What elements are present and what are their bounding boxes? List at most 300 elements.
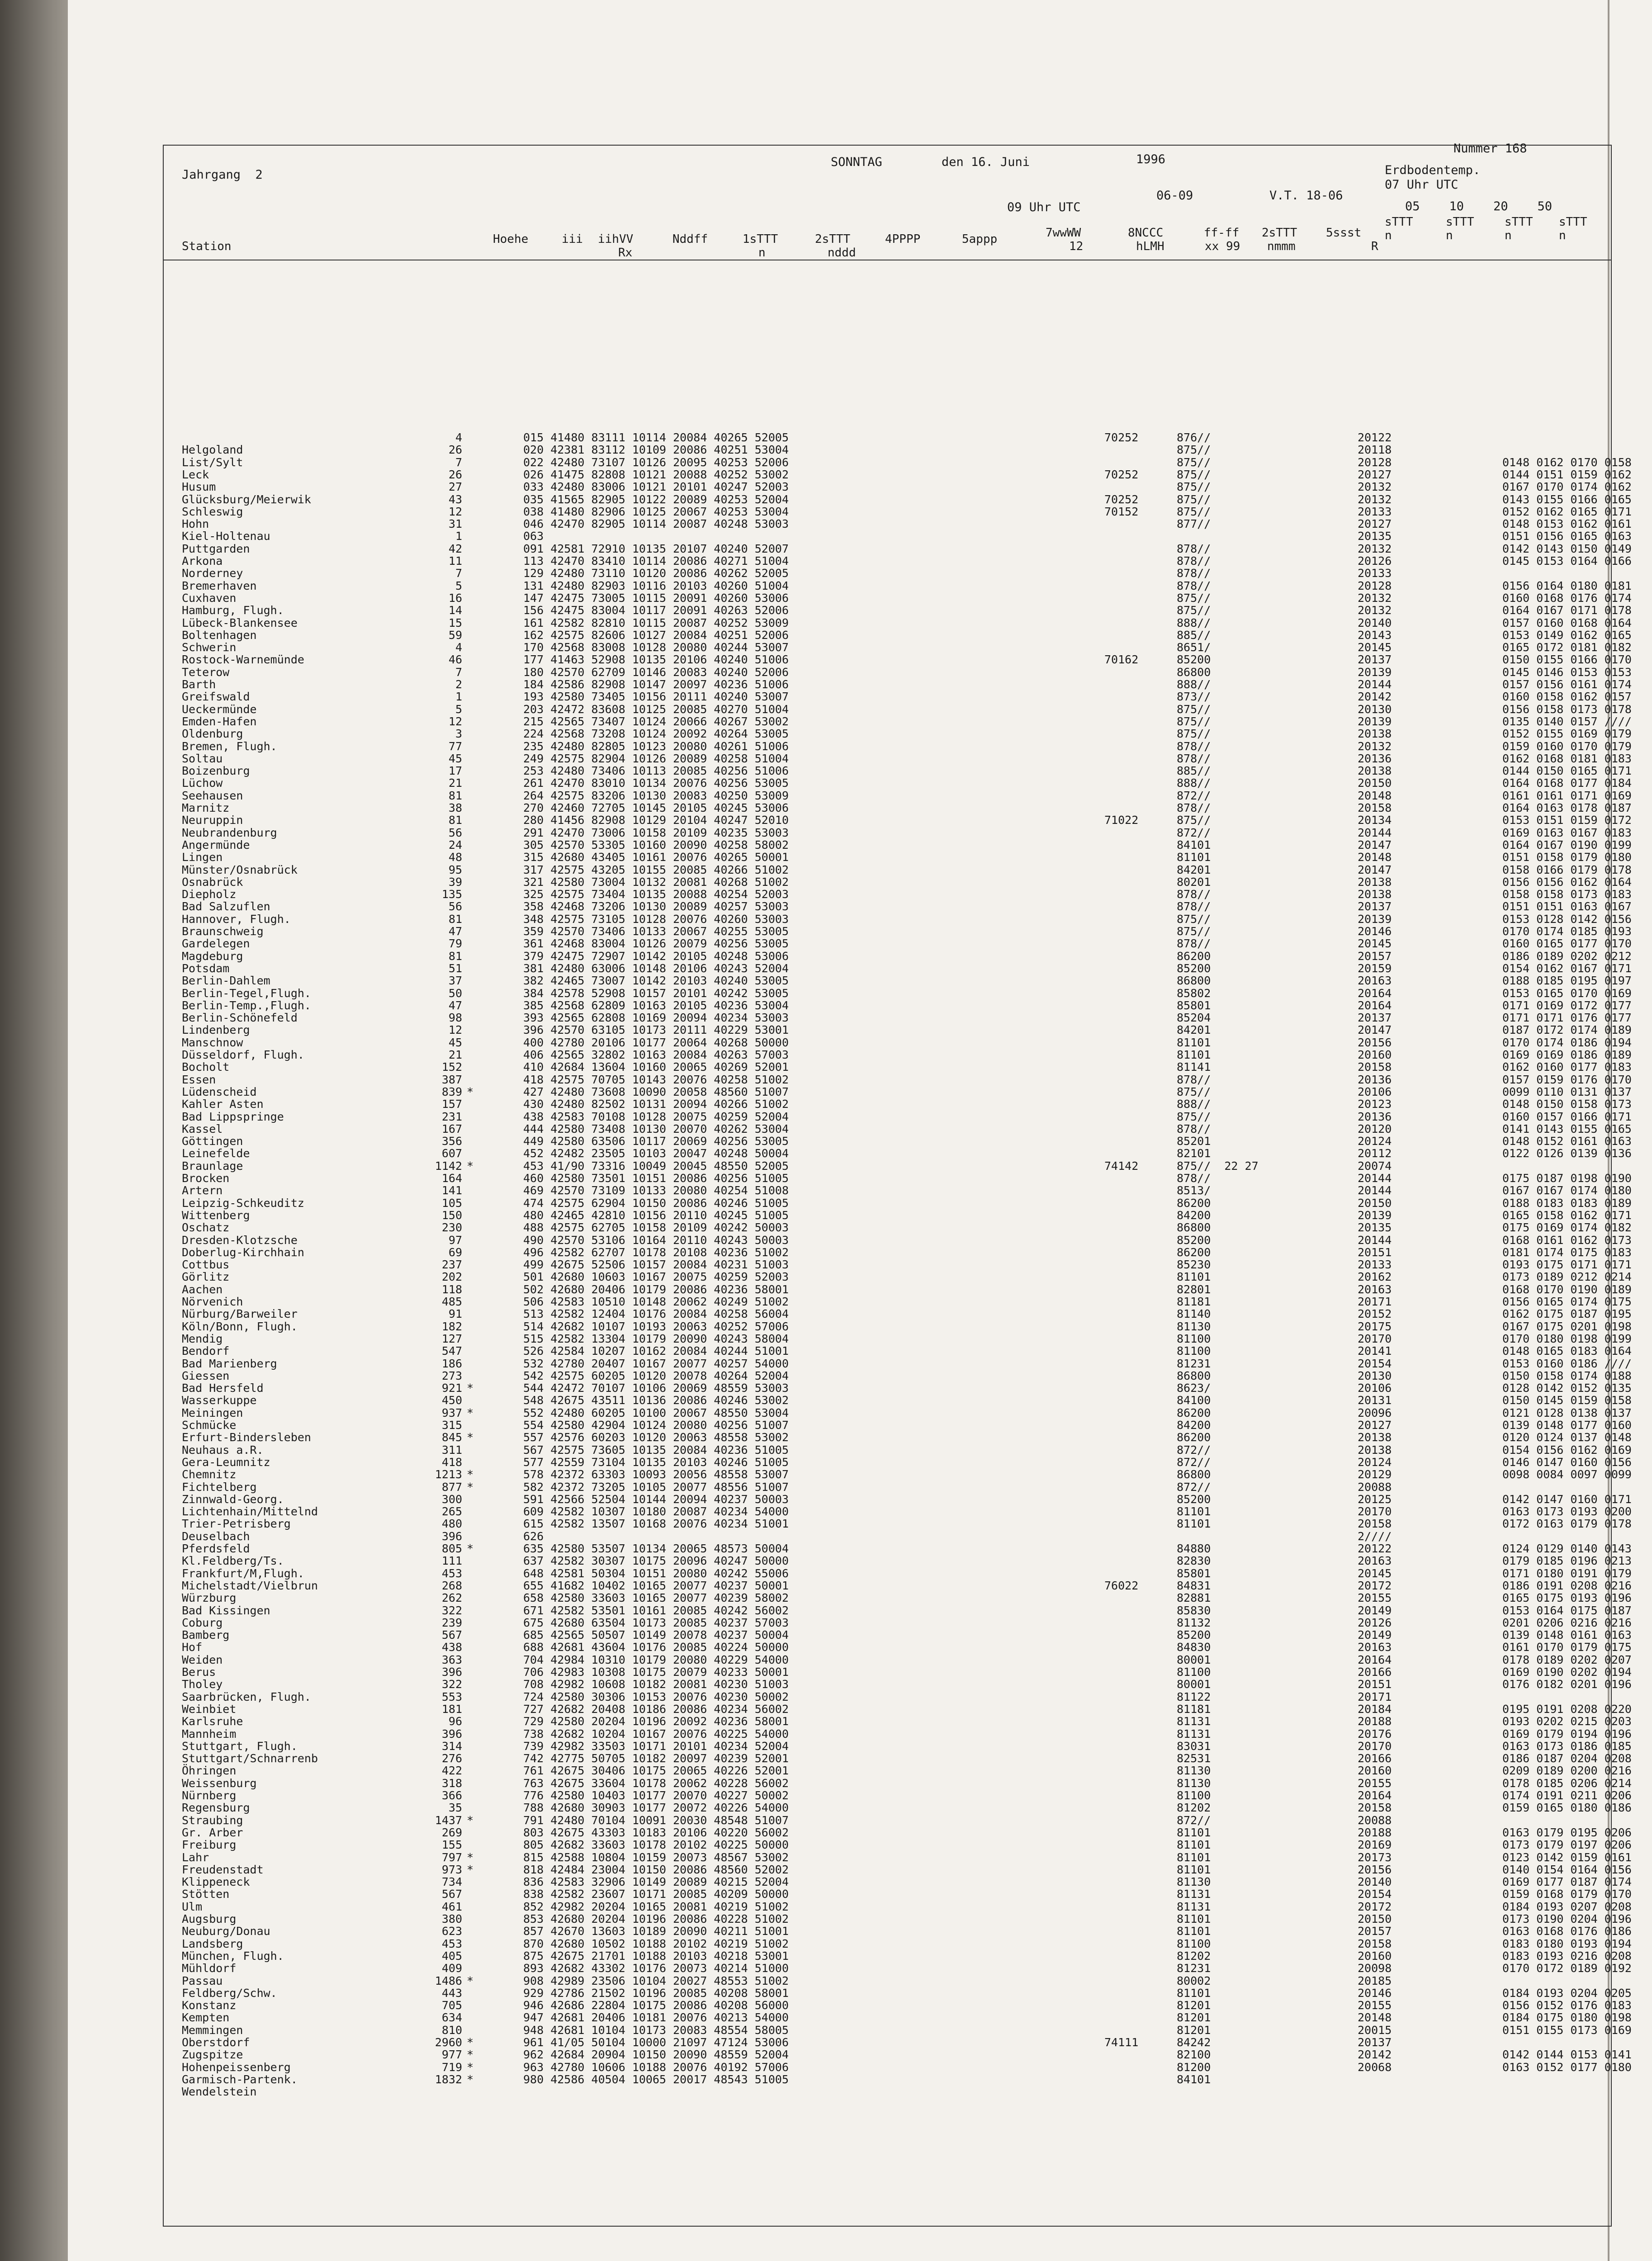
col-2sttt: 2sTTT — [815, 232, 851, 246]
table-row — [182, 1011, 1632, 1024]
synop-group: 724 42580 30306 10153 20076 40230 50002 — [523, 1690, 789, 1703]
min-temp-group: 20134 — [1358, 814, 1392, 827]
cloud-group: 875// — [1177, 456, 1211, 469]
station-name: Hof — [182, 1641, 203, 1654]
cloud-group: 81181 — [1177, 1295, 1211, 1308]
soil-temp-group: 0170 0174 0186 0194 — [1502, 1036, 1632, 1049]
table-row — [182, 444, 1602, 456]
station-height: 1 — [455, 530, 462, 543]
min-temp-group: 20088 — [1358, 1814, 1392, 1827]
station-height: 7 — [455, 567, 462, 580]
synop-group: 738 42682 10204 10167 20076 40225 54000 — [523, 1727, 789, 1741]
mountain-marker: * — [467, 2061, 474, 2074]
cloud-group: 81201 — [1177, 2011, 1211, 2024]
table-row — [182, 1135, 1632, 1148]
soil-temp-group: 0173 0189 0212 0214 — [1502, 1270, 1632, 1283]
station-height: 43 — [448, 493, 462, 506]
cloud-group: 872// — [1177, 1443, 1211, 1457]
min-temp-group: 20173 — [1358, 1851, 1392, 1864]
station-name: Konstanz — [182, 1999, 237, 2012]
min-temp-group: 20148 — [1358, 851, 1392, 864]
station-height: 230 — [441, 1221, 462, 1234]
cloud-group: 80201 — [1177, 875, 1211, 889]
min-temp-group: 20160 — [1358, 1764, 1392, 1777]
min-temp-group: 20158 — [1358, 801, 1392, 814]
station-height: 51 — [448, 962, 462, 975]
min-temp-group: 20139 — [1358, 666, 1392, 679]
station-height: 16 — [448, 591, 462, 605]
synop-group: 838 42582 23607 10171 20085 40209 50000 — [523, 1887, 789, 1901]
synop-group: 526 42584 10207 10162 20084 40244 51001 — [523, 1344, 789, 1358]
soil-temp-group: 0144 0150 0165 0171 — [1502, 764, 1632, 777]
min-temp-group: 20170 — [1358, 1332, 1392, 1345]
min-temp-group: 20096 — [1358, 1406, 1392, 1419]
station-name: Kiel-Holtenau — [182, 530, 270, 543]
min-temp-group: 20175 — [1358, 1320, 1392, 1333]
cloud-group: 81181 — [1177, 1703, 1211, 1716]
mountain-marker: * — [467, 1431, 474, 1444]
station-name: Lüdenscheid — [182, 1085, 257, 1098]
soil-temp-group: 0160 0158 0162 0157 — [1502, 690, 1632, 703]
station-name: Klippeneck — [182, 1875, 250, 1888]
min-temp-group: 20188 — [1358, 1715, 1392, 1728]
min-temp-group: 20133 — [1358, 567, 1392, 580]
synop-group: 637 42582 30307 10175 20096 40247 50000 — [523, 1554, 789, 1567]
table-row — [182, 542, 1632, 555]
table-row — [182, 1270, 1632, 1283]
synop-group: 548 42675 43511 10136 20086 40246 53002 — [523, 1394, 789, 1407]
synop-group: 321 42580 73004 10132 20081 40268 51002 — [523, 875, 789, 889]
min-temp-group: 20137 — [1358, 1011, 1392, 1024]
synop-group: 315 42680 43405 10161 20076 40265 50001 — [523, 851, 789, 864]
table-row — [182, 987, 1632, 1000]
table-row — [182, 826, 1632, 839]
synop-group: 410 42684 13604 10160 20065 40269 52001 — [523, 1060, 789, 1074]
soil-temp-group: 0186 0187 0204 0208 — [1502, 1752, 1632, 1765]
min-temp-group: 20132 — [1358, 542, 1392, 555]
soil-temp-group: 0152 0162 0165 0171 — [1502, 505, 1632, 518]
station-height: 186 — [441, 1357, 462, 1370]
station-name: Oberstdorf — [182, 2036, 250, 2049]
cloud-group: 82830 — [1177, 1554, 1211, 1567]
station-name: Neuhaus a.R. — [182, 1443, 264, 1457]
col-n-10: n — [1446, 229, 1453, 242]
cloud-group: 872// — [1177, 1814, 1211, 1827]
col-n1: n — [758, 246, 766, 260]
cloud-group: 82100 — [1177, 2048, 1211, 2061]
station-height: 182 — [441, 1320, 462, 1333]
soil-temp-group: 0148 0165 0183 0164 — [1502, 1344, 1632, 1358]
mountain-marker: * — [467, 2073, 474, 2086]
synop-group: 980 42586 40504 10065 20017 48543 51005 — [523, 2073, 789, 2086]
station-name: Karlsruhe — [182, 1715, 243, 1728]
station-name: Frankfurt/M,Flugh. — [182, 1567, 304, 1580]
station-height: 262 — [441, 1591, 462, 1604]
synop-group: 400 42780 20106 10177 20064 40268 50000 — [523, 1036, 789, 1049]
col-hlmh: hLMH — [1136, 240, 1164, 253]
min-temp-group: 20141 — [1358, 1344, 1392, 1358]
station-name: Essen — [182, 1073, 216, 1086]
table-row — [182, 1320, 1632, 1333]
station-height: 47 — [448, 925, 462, 938]
table-row — [182, 913, 1632, 926]
min-temp-group: 20164 — [1358, 1653, 1392, 1666]
station-name: Bad Hersfeld — [182, 1381, 264, 1395]
synop-group: 193 42580 73405 10156 20111 40240 53007 — [523, 690, 789, 703]
station-height: 14 — [448, 604, 462, 617]
table-row — [182, 2024, 1632, 2037]
min-temp-group: 20160 — [1358, 1949, 1392, 1963]
synop-group: 480 42465 42810 10156 20110 40245 51005 — [523, 1209, 789, 1222]
synop-group: 893 42682 43302 10176 20073 40214 51000 — [523, 1962, 789, 1975]
soil-temp-group: 0121 0128 0138 0137 — [1502, 1406, 1632, 1419]
min-temp-group: 20144 — [1358, 1184, 1392, 1197]
cloud-group: 86800 — [1177, 1468, 1211, 1481]
min-temp-group: 20188 — [1358, 1826, 1392, 1839]
min-temp-group: 20151 — [1358, 1678, 1392, 1691]
station-height: 3 — [455, 727, 462, 740]
table-row — [182, 801, 1632, 814]
table-row — [182, 1456, 1632, 1469]
station-name: Neubrandenburg — [182, 826, 277, 839]
synop-group: 358 42468 73206 10130 20089 40257 53003 — [523, 900, 789, 913]
cloud-group: 81101 — [1177, 1036, 1211, 1049]
station-height: 164 — [441, 1172, 462, 1185]
min-temp-group: 2//// — [1358, 1530, 1392, 1543]
synop-group: 317 42575 43205 10155 20085 40266 51002 — [523, 863, 789, 876]
synop-group: 514 42682 10107 10193 20063 40252 57006 — [523, 1320, 789, 1333]
min-temp-group: 20156 — [1358, 1863, 1392, 1876]
soil-temp-group: 0164 0163 0178 0187 — [1502, 801, 1632, 814]
station-name: Mendig — [182, 1332, 223, 1345]
weather-group: 70152 — [1104, 505, 1139, 518]
min-temp-group: 20127 — [1358, 517, 1392, 530]
cloud-group: 81200 — [1177, 2061, 1211, 2074]
cloud-group: 80001 — [1177, 1678, 1211, 1691]
col-r: R — [1371, 240, 1378, 253]
soil-temp-group: 0145 0146 0153 0153 — [1502, 666, 1632, 679]
station-name: Düsseldorf, Flugh. — [182, 1048, 304, 1061]
soil-temp-group: 0169 0169 0186 0189 — [1502, 1048, 1632, 1061]
synop-group: 113 42470 83410 10114 20086 40271 51004 — [523, 554, 789, 568]
cloud-group: 875// 22 27 — [1177, 1159, 1259, 1173]
min-temp-group: 20136 — [1358, 1073, 1392, 1086]
min-temp-group: 20157 — [1358, 1925, 1392, 1938]
table-row — [182, 1752, 1632, 1765]
table-row — [182, 1591, 1632, 1604]
cloud-group: 82881 — [1177, 1591, 1211, 1604]
soil-temp-group: 0152 0155 0169 0179 — [1502, 727, 1632, 740]
erdboden-label: Erdbodentemp. — [1385, 163, 1481, 177]
vt-label: V.T. 18-06 — [1269, 189, 1343, 203]
cloud-group: 875// — [1177, 715, 1211, 728]
min-temp-group: 20172 — [1358, 1579, 1392, 1592]
table-row — [182, 1406, 1632, 1419]
station-name: Erfurt-Bindersleben — [182, 1431, 311, 1444]
cloud-group: 80002 — [1177, 1974, 1211, 1987]
station-name: Mühldorf — [182, 1962, 237, 1975]
cloud-group: 85204 — [1177, 1011, 1211, 1024]
min-temp-group: 20159 — [1358, 962, 1392, 975]
cloud-group: 81132 — [1177, 1616, 1211, 1629]
cloud-group: 878// — [1177, 1073, 1211, 1086]
table-row — [182, 1419, 1632, 1432]
table-row — [182, 703, 1632, 716]
station-height: 453 — [441, 1937, 462, 1950]
cloud-group: 878// — [1177, 801, 1211, 814]
cloud-group: 875// — [1177, 468, 1211, 481]
synop-group: 038 41480 82906 10125 20067 40253 53004 — [523, 505, 789, 518]
min-temp-group: 20149 — [1358, 1604, 1392, 1617]
cloud-group: 85200 — [1177, 653, 1211, 666]
min-temp-group: 20166 — [1358, 1665, 1392, 1679]
station-height: 409 — [441, 1962, 462, 1975]
soil-temp-group: 0188 0183 0183 0189 — [1502, 1197, 1632, 1210]
table-row — [182, 900, 1632, 913]
station-name: Cottbus — [182, 1258, 230, 1271]
table-row — [182, 727, 1632, 740]
cloud-group: 875// — [1177, 727, 1211, 740]
table-row — [182, 875, 1632, 889]
table-row — [182, 1295, 1632, 1308]
min-temp-group: 20133 — [1358, 1258, 1392, 1271]
station-height: 318 — [441, 1777, 462, 1790]
station-name: Doberlug-Kirchhain — [182, 1246, 304, 1259]
soil-temp-group: 0156 0164 0180 0181 — [1502, 579, 1632, 592]
col-nddd: nddd — [828, 246, 856, 260]
synop-group: 591 42566 52504 10144 20094 40237 50003 — [523, 1493, 789, 1506]
synop-group: 609 42582 10307 10180 20087 40234 54000 — [523, 1505, 789, 1518]
station-name: Teterow — [182, 666, 230, 679]
synop-group: 224 42568 73208 10124 20092 40264 53005 — [523, 727, 789, 740]
cloud-group: 81131 — [1177, 1727, 1211, 1741]
synop-group: 501 42680 10603 10167 20075 40259 52003 — [523, 1270, 789, 1283]
cloud-group: 875// — [1177, 505, 1211, 518]
station-height: 95 — [448, 863, 462, 876]
cloud-group: 86800 — [1177, 974, 1211, 987]
cloud-group: 8651/ — [1177, 641, 1211, 654]
station-name: Potsdam — [182, 962, 230, 975]
cloud-group: 878// — [1177, 888, 1211, 901]
cloud-group: 81101 — [1177, 1826, 1211, 1839]
synop-group: 729 42580 20204 10196 20092 40236 58001 — [523, 1715, 789, 1728]
table-row — [182, 1394, 1632, 1407]
station-height: 12 — [448, 1023, 462, 1036]
col-nmmm: nmmm — [1267, 240, 1296, 253]
soil-temp-group: 0184 0175 0180 0198 — [1502, 2011, 1632, 2024]
station-height: 1832 — [435, 2073, 462, 2086]
soil-temp-group: 0154 0162 0167 0171 — [1502, 962, 1632, 975]
station-height: 7 — [455, 456, 462, 469]
cloud-group: 84830 — [1177, 1641, 1211, 1654]
synop-group: 685 42565 50507 10149 20078 40237 50004 — [523, 1628, 789, 1641]
station-height: 396 — [441, 1530, 462, 1543]
synop-group: 763 42675 33604 10178 20062 40228 56002 — [523, 1777, 789, 1790]
col-xx99: xx 99 — [1205, 240, 1240, 253]
soil-temp-group: 0122 0126 0139 0136 — [1502, 1147, 1632, 1160]
station-name: Stuttgart, Flugh. — [182, 1740, 298, 1753]
synop-group: 261 42470 83010 10134 20076 40256 53005 — [523, 776, 789, 790]
table-row — [182, 1147, 1632, 1160]
synop-group: 626 — [523, 1530, 544, 1543]
station-name: Meiningen — [182, 1406, 243, 1419]
station-height: 877 — [441, 1481, 462, 1494]
table-row — [182, 1604, 1632, 1617]
synop-group: 384 42578 52908 10157 20101 40242 53005 — [523, 987, 789, 1000]
soil-temp-group: 0162 0168 0181 0183 — [1502, 752, 1632, 765]
soil-temp-group: 0142 0143 0150 0149 — [1502, 542, 1632, 555]
min-temp-group: 20145 — [1358, 937, 1392, 950]
table-row — [182, 1381, 1632, 1395]
synop-group: 406 42565 32802 10163 20084 40263 57003 — [523, 1048, 789, 1061]
soil-temp-group: 0170 0172 0189 0192 — [1502, 1962, 1632, 1975]
station-name: Lindenberg — [182, 1023, 250, 1036]
min-temp-group: 20146 — [1358, 925, 1392, 938]
table-row — [182, 851, 1632, 864]
cloud-group: 81201 — [1177, 2024, 1211, 2037]
min-temp-group: 20130 — [1358, 1369, 1392, 1382]
table-row — [182, 999, 1632, 1012]
min-temp-group: 20162 — [1358, 1270, 1392, 1283]
station-name: Michelstadt/Vielbrun — [182, 1579, 318, 1592]
col-sttt-05: sTTT — [1385, 215, 1413, 229]
soil-temp-group: 0175 0169 0174 0182 — [1502, 1221, 1632, 1234]
table-row — [182, 1987, 1632, 2000]
cloud-group: 875// — [1177, 925, 1211, 938]
table-row — [182, 678, 1632, 691]
soil-temp-group: 0142 0144 0153 0141 — [1502, 2048, 1632, 2061]
soil-temp-group: 0154 0156 0162 0169 — [1502, 1443, 1632, 1457]
station-height: 380 — [441, 1912, 462, 1925]
synop-group: 453 41/90 73316 10049 20045 48550 52005 — [523, 1159, 789, 1173]
soil-temp-group: 0160 0157 0166 0171 — [1502, 1110, 1632, 1123]
station-height: 231 — [441, 1110, 462, 1123]
station-height: 5 — [455, 579, 462, 592]
synop-group: 963 42780 10606 10188 20076 40192 57006 — [523, 2061, 789, 2074]
synop-group: 776 42580 10403 10177 20070 40227 50002 — [523, 1789, 789, 1802]
cloud-group: 85802 — [1177, 987, 1211, 1000]
soil-temp-group: 0170 0180 0198 0199 — [1502, 1332, 1632, 1345]
synop-group: 177 41463 52908 10135 20106 40240 51006 — [523, 653, 789, 666]
station-name: Puttgarden — [182, 542, 250, 555]
cloud-group: 81131 — [1177, 1715, 1211, 1728]
table-row — [182, 1937, 1632, 1950]
min-temp-group: 20139 — [1358, 1209, 1392, 1222]
synop-group: 418 42575 70705 10143 20076 40258 51002 — [523, 1073, 789, 1086]
mountain-marker: * — [467, 1468, 474, 1481]
cloud-group: 84101 — [1177, 838, 1211, 851]
station-height: 152 — [441, 1060, 462, 1074]
synop-group: 046 42470 82905 10114 20087 40248 53003 — [523, 517, 789, 530]
min-temp-group: 20137 — [1358, 2036, 1392, 2049]
soil-temp-group: 0183 0193 0216 0208 — [1502, 1949, 1632, 1963]
min-temp-group: 20130 — [1358, 703, 1392, 716]
station-height: 37 — [448, 974, 462, 987]
soil-temp-group: 0158 0166 0179 0178 — [1502, 863, 1632, 876]
table-row — [182, 1481, 1602, 1493]
station-height: 623 — [441, 1925, 462, 1938]
station-height: 1142 — [435, 1159, 462, 1173]
cloud-group: 84200 — [1177, 1419, 1211, 1432]
soil-temp-group: 0171 0169 0172 0177 — [1502, 999, 1632, 1012]
station-name: Braunlage — [182, 1159, 243, 1173]
station-height: 39 — [448, 875, 462, 889]
table-row — [182, 2036, 1602, 2048]
min-temp-group: 20166 — [1358, 1752, 1392, 1765]
cloud-group: 872// — [1177, 1481, 1211, 1494]
station-height: 634 — [441, 2011, 462, 2024]
soil-temp-group: 0151 0155 0173 0169 — [1502, 2024, 1632, 2037]
cloud-group: 81101 — [1177, 1863, 1211, 1876]
table-row — [182, 2086, 1602, 2098]
min-temp-group: 20140 — [1358, 616, 1392, 629]
station-name: Weissenburg — [182, 1777, 257, 1790]
station-height: 118 — [441, 1283, 462, 1296]
cloud-group: 81100 — [1177, 1665, 1211, 1679]
cloud-group: 81131 — [1177, 1900, 1211, 1913]
synop-group: 393 42565 62808 10169 20094 40234 53003 — [523, 1011, 789, 1024]
station-height: 1213 — [435, 1468, 462, 1481]
min-temp-group: 20124 — [1358, 1135, 1392, 1148]
station-height: 50 — [448, 987, 462, 1000]
table-row — [182, 1975, 1602, 1987]
soil-temp-group: 0123 0142 0159 0161 — [1502, 1851, 1632, 1864]
station-name: Kassel — [182, 1122, 223, 1135]
cloud-group: 888// — [1177, 678, 1211, 691]
station-height: 38 — [448, 801, 462, 814]
mountain-marker: * — [467, 1863, 474, 1876]
cloud-group: 885// — [1177, 629, 1211, 642]
station-name: Stuttgart/Schnarrenb — [182, 1752, 318, 1765]
min-temp-group: 20154 — [1358, 1887, 1392, 1901]
station-height: 56 — [448, 900, 462, 913]
soil-temp-group: 0150 0145 0159 0158 — [1502, 1394, 1632, 1407]
min-temp-group: 20163 — [1358, 1554, 1392, 1567]
min-temp-group: 20139 — [1358, 715, 1392, 728]
table-row — [182, 690, 1632, 703]
min-temp-group: 20124 — [1358, 1456, 1392, 1469]
table-row — [182, 1036, 1632, 1049]
station-name: Giessen — [182, 1369, 230, 1382]
synop-group: 578 42372 63303 10093 20056 48558 53007 — [523, 1468, 789, 1481]
soil-temp-group: 0184 0193 0207 0208 — [1502, 1900, 1632, 1913]
soil-temp-group: 0156 0156 0162 0164 — [1502, 875, 1632, 889]
station-name: Münster/Osnabrück — [182, 863, 298, 876]
synop-group: 385 42568 62809 10163 20105 40236 53004 — [523, 999, 789, 1012]
station-height: 973 — [441, 1863, 462, 1876]
table-row — [182, 1283, 1632, 1296]
cloud-group: 81202 — [1177, 1801, 1211, 1814]
soil-temp-group: 0156 0152 0176 0183 — [1502, 1999, 1632, 2012]
station-height: 81 — [448, 950, 462, 963]
station-name: Gera-Leumnitz — [182, 1456, 270, 1469]
min-temp-group: 20154 — [1358, 1357, 1392, 1370]
table-row — [182, 1887, 1632, 1901]
table-row — [182, 1777, 1632, 1790]
col-iii: iii — [562, 232, 583, 246]
synop-group: 280 41456 82908 10129 20104 40247 52010 — [523, 814, 789, 827]
station-height: 56 — [448, 826, 462, 839]
synop-group: 131 42480 82903 10116 20103 40260 51004 — [523, 579, 789, 592]
min-temp-group: 20132 — [1358, 740, 1392, 753]
min-temp-group: 20150 — [1358, 1197, 1392, 1210]
station-name: Berlin-Temp.,Flugh. — [182, 999, 311, 1012]
station-height: 21 — [448, 1048, 462, 1061]
col-5ssst: 5ssst — [1326, 226, 1362, 240]
station-height: 105 — [441, 1197, 462, 1210]
soil-temp-group: 0141 0143 0155 0165 — [1502, 1122, 1632, 1135]
station-name: Nürburg/Barweiler — [182, 1307, 298, 1320]
